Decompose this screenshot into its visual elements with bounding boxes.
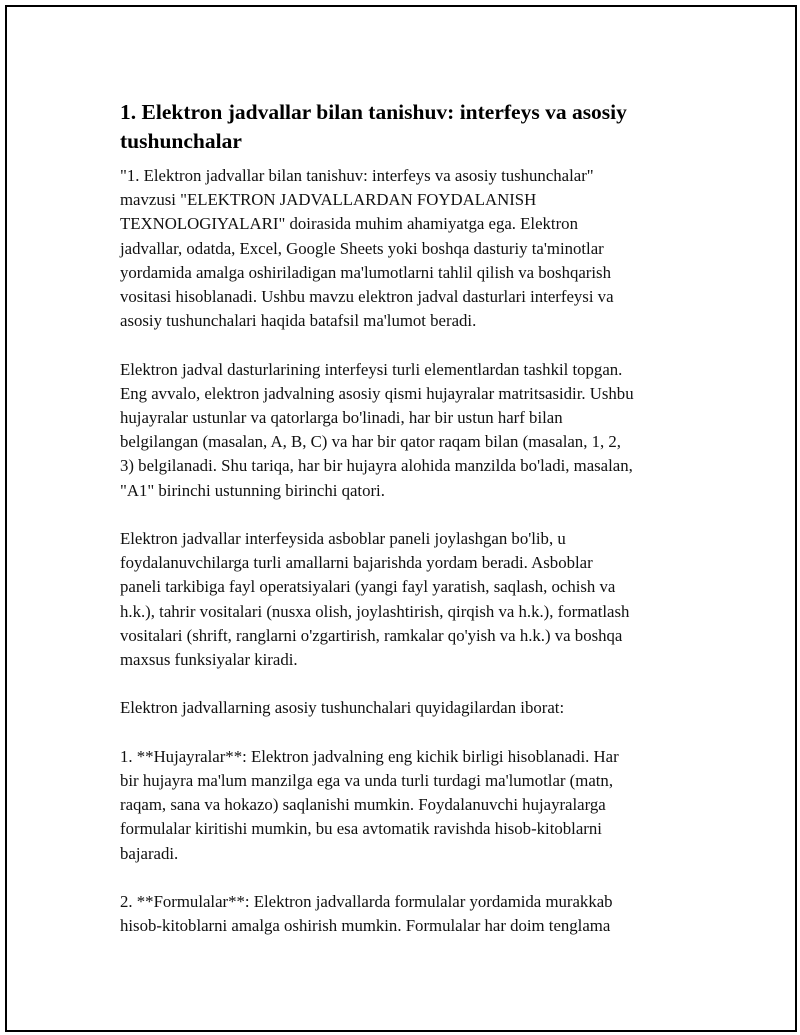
paragraph-toolbar: Elektron jadvallar interfeysida asboblar paneli joylashgan bo'lib, u foydalanuvchilarga turli amallarni bajarishda yordam beradi. Asboblar paneli tarkibiga fayl operatsiyalari (yangi fayl yaratish, saqlash, ochish va h.k.), tahrir vositalari (nusxa olish, joylashtirish, qirqish va h.k.), formatlash vositalari (shrift, ranglarni o'zgartirish, ramkalar qo'yish va h.k.) va boshqa maxsus funksiyalar kiradi.	[120, 529, 630, 670]
section-heading: 1. Elektron jadvallar bilan tanishuv: interfeys va asosiy tushunchalar	[120, 100, 627, 153]
document-body	[120, 98, 700, 963]
paragraph-interface: Elektron jadval dasturlarining interfeysi turli elementlardan tashkil topgan. Eng avvalo, elektron jadvalning asosiy qismi hujayralar matritsasidir. Ushbu hujayralar ustunlar va qatorlarga bo'linadi, har bir ustun harf bilan belgilangan (masalan, A, B, C) va har bir qator raqam bilan (masalan, 1, 2, 3) belgilanadi. Shu tariqa, har bir hujayra alohida manzilda bo'ladi, masalan, "A1" birinchi ustunning birinchi qatori.	[120, 359, 634, 500]
list-item-cells: 1. **Hujayralar**: Elektron jadvalning eng kichik birligi hisoblanadi. Har bir hujayra ma'lum manzilga ega va unda turli turdagi ma'lumotlar (matn, raqam, sana va hokazo) saqlanishi mumkin. Foydalanuvchi hujayralarga formulalar kiritishi mumkin, bu esa avtomatik ravishda hisob-kitoblarni bajaradi.	[120, 746, 619, 863]
list-item-formulas: 2. **Formulalar**: Elektron jadvallarda formulalar yordamida murakkab hisob-kitoblarni amalga oshirish mumkin. Formulalar har doim tenglama	[120, 892, 613, 936]
paragraph-concepts-intro: Elektron jadvallarning asosiy tushunchalari quyidagilardan iborat:	[120, 698, 565, 718]
paragraph-intro: "1. Elektron jadvallar bilan tanishuv: interfeys va asosiy tushunchalar" mavzusi "ELEKTRON JADVALLARDAN FOYDALANISH TEXNOLOGIYALARI" doirasida muhim ahamiyatga ega. Elektron jadvallar, odatda, Excel, Google Sheets yoki boshqa dasturiy ta'minotlar yordamida amalga oshiriladigan ma'lumotlarni tahlil qilish va boshqarish vositasi hisoblanadi. Ushbu mavzu elektron jadval dasturlari interfeysi va asosiy tushunchalari haqida batafsil ma'lumot beradi.	[120, 166, 614, 331]
page-frame	[5, 5, 797, 1032]
